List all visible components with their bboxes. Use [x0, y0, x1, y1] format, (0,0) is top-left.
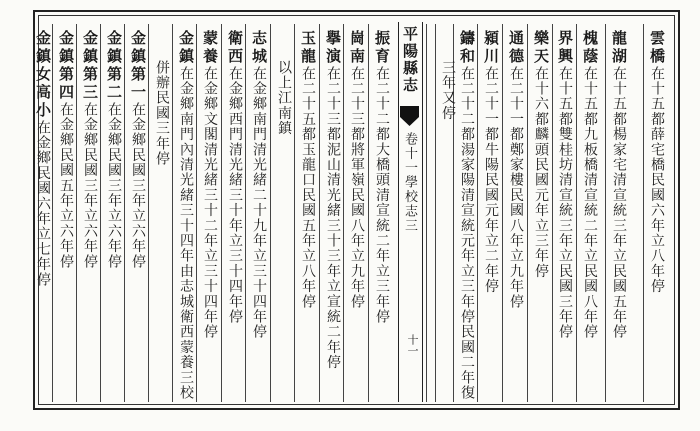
- volume-label: [402, 132, 417, 233]
- entry-8: [459, 30, 474, 400]
- column-rule: [294, 24, 295, 402]
- entry-9: [374, 30, 389, 324]
- school-detail: 在金鄉民國三年立六年停: [82, 102, 98, 270]
- entry-14: [227, 30, 242, 324]
- entry-6: [508, 30, 523, 309]
- column-rule: [148, 24, 149, 402]
- column-rule: [368, 24, 369, 402]
- column-rule: [643, 24, 644, 402]
- column-rule: [552, 24, 553, 402]
- school-name: 金鎮女高小: [34, 30, 52, 120]
- school-name: 雲橋: [648, 30, 666, 66]
- entry-15: [202, 30, 217, 340]
- school-detail: 在金鄉南門內清光緒三十四年由志城衛西蒙養三校: [178, 66, 194, 401]
- continuation-text: 三年又停: [440, 60, 456, 121]
- fold-line-left: [422, 22, 423, 402]
- school-detail: 在二十五都玉龍口民國五年立八年停: [300, 66, 316, 310]
- school-name: 蒙養: [201, 30, 219, 66]
- gazetteer-title: 平陽縣志: [401, 26, 419, 94]
- entry-13: [251, 30, 266, 340]
- page-frame: [33, 10, 680, 410]
- column-rule: [426, 24, 427, 402]
- school-detail: 在二十三都泥山清光緒三十三年立宣統二年停: [325, 66, 341, 370]
- column-rule: [605, 24, 606, 402]
- column-rule: [319, 24, 320, 402]
- school-detail: 在十五都薛宅橋民國六年立八年停: [649, 66, 665, 294]
- school-detail: 在十五都九板橋清宣統二年立民國八年停: [582, 66, 598, 340]
- school-name: 志城: [250, 30, 268, 66]
- entry-16-continued: [154, 60, 169, 166]
- column-rule: [576, 24, 577, 402]
- school-detail: 在十五都楊家宅清宣統三年立民國五年停: [611, 66, 627, 340]
- column-rule: [270, 24, 271, 402]
- school-name: 擧演: [324, 30, 342, 66]
- school-detail: 在十六都麟頭民國元年立三年停: [533, 66, 549, 279]
- section-end-label: [276, 60, 291, 136]
- school-detail: 在金鄉西門清光緒三十年立三十四年停: [227, 66, 243, 325]
- entry-12: [300, 30, 315, 309]
- column-rule: [172, 24, 173, 402]
- school-detail: 在二十三都將軍嶺民國八年立九年停: [349, 66, 365, 310]
- school-detail: 在金鄉民國三年立六年停: [106, 102, 122, 270]
- fish-tail-mark: [400, 106, 419, 126]
- school-detail: 在金鄉民國六年立七年停: [35, 120, 51, 288]
- column-rule: [502, 24, 503, 402]
- school-name: 金鎮第四: [57, 30, 75, 102]
- school-name: 振育: [373, 30, 391, 66]
- column-rule: [124, 24, 125, 402]
- entry-4: [557, 30, 572, 340]
- school-name: 金鎮第二: [105, 30, 123, 102]
- section-title: 學校志三: [402, 175, 417, 233]
- town-label: 以上江南鎮: [276, 60, 292, 136]
- column-rule: [477, 24, 478, 402]
- school-name: 通德: [507, 30, 525, 66]
- entry-19: [82, 30, 97, 269]
- school-detail: 在二十一都鄭家樓民國八年立九年停: [508, 66, 524, 310]
- column-rule: [435, 24, 436, 402]
- column-rule: [76, 24, 77, 402]
- school-name: 金鎮第一: [129, 30, 147, 102]
- column-rule: [100, 24, 101, 402]
- entry-11: [325, 30, 340, 370]
- fold-line-right: [398, 22, 399, 402]
- entry-18: [106, 30, 121, 269]
- entry-2: [611, 30, 626, 340]
- column-rule: [221, 24, 222, 402]
- column-rule: [245, 24, 246, 402]
- center-fold: [398, 22, 422, 402]
- column-rule: [343, 24, 344, 402]
- entry-7: [483, 30, 498, 294]
- school-name: 槐蔭: [581, 30, 599, 66]
- entry-21: [35, 30, 50, 287]
- column-rule: [52, 24, 53, 402]
- school-name: 龍湖: [610, 30, 628, 66]
- school-name: 衛西: [226, 30, 244, 66]
- school-name: 潁川: [482, 30, 500, 66]
- column-rule: [196, 24, 197, 402]
- page-number: 十一: [406, 334, 419, 356]
- column-rule: [527, 24, 528, 402]
- entry-3: [582, 30, 597, 340]
- school-detail: 在金鄉民國五年立六年停: [58, 102, 74, 270]
- school-name: 崗南: [348, 30, 366, 66]
- volume-number: 卷十一: [402, 132, 417, 176]
- entry-10: [349, 30, 364, 309]
- entry-17: [130, 30, 145, 269]
- school-name: 金鎮第三: [81, 30, 99, 102]
- school-detail: 在二十一都牛陽民國元年立二年停: [483, 66, 499, 294]
- school-detail: 在金鄉南門清光緒二十九年立三十四年停: [251, 66, 267, 340]
- entry-1: [649, 30, 664, 294]
- school-detail: 在二十二都湯家陽清宣統元年立三年停民國二年復: [459, 66, 475, 401]
- school-name: 樂天: [532, 30, 550, 66]
- entry-5: [533, 30, 548, 279]
- school-detail: 在金鄉文閣清光緒三十二年立三十四年停: [202, 66, 218, 340]
- school-name: 界興: [556, 30, 574, 66]
- school-name: 鑄和: [458, 30, 476, 66]
- continuation-text: 併辦民國三年停: [154, 60, 170, 167]
- school-name: 玉龍: [299, 30, 317, 66]
- school-detail: 在二十二都大橋頭清宣統二年立三年停: [374, 66, 390, 325]
- entry-8-continued: [440, 60, 455, 121]
- entry-16: [178, 30, 193, 400]
- entry-20: [58, 30, 73, 269]
- school-name: 金鎮: [177, 30, 195, 66]
- school-detail: 在金鄉民國三年立六年停: [130, 102, 146, 270]
- school-detail: 在十五都雙桂坊清宣統三年立民國三年停: [557, 66, 573, 340]
